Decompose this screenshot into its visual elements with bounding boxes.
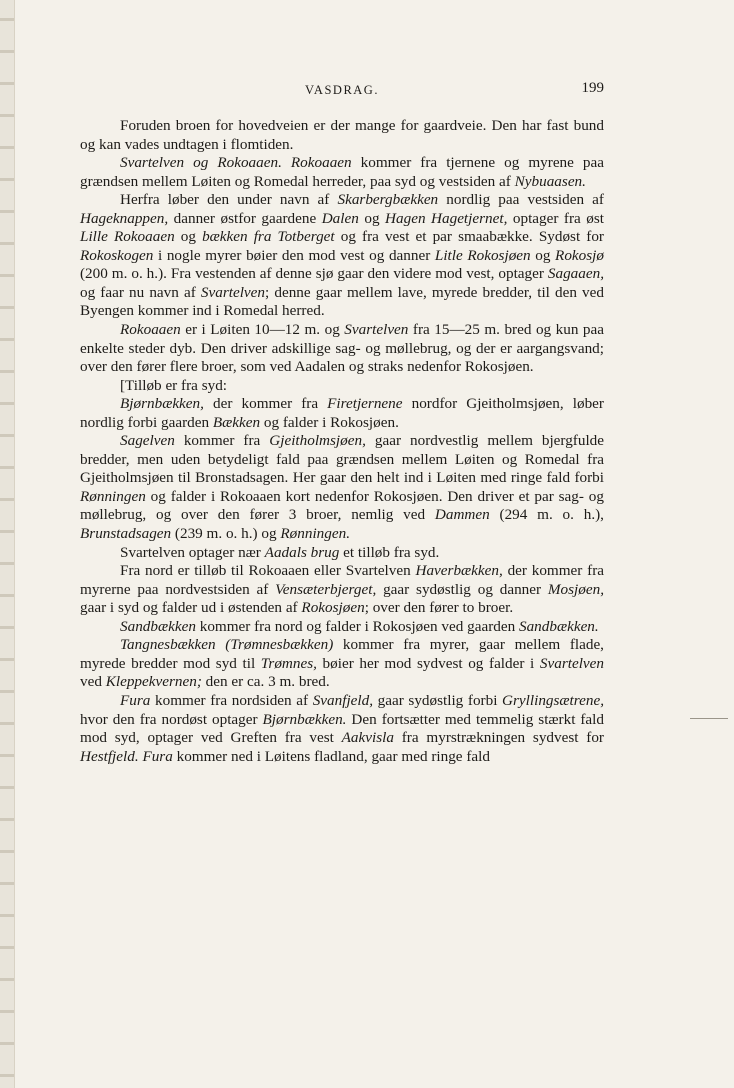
italic-name: Sagelven	[120, 432, 175, 450]
italic-name: bækken fra Totberget	[202, 228, 335, 246]
italic-name: Gjeitholmsjøen,	[269, 432, 366, 450]
italic-name: Hagen Hagetjernet,	[385, 209, 508, 227]
text-run: ; over den fører to broer.	[364, 599, 514, 617]
italic-name: Tangnesbækken (Trømnesbækken)	[120, 636, 334, 654]
paragraph	[80, 544, 604, 563]
text-run: hvor den fra nordøst optager	[80, 710, 263, 728]
italic-name: Fura	[120, 691, 151, 709]
paragraph	[80, 618, 604, 637]
italic-name: Rønningen.	[280, 525, 350, 543]
text-run: og falder i Rokoaaen kort nedenfor Rokosjøen. Den driver et par sag- og møllebrug, og over den fører 3 broer, nemlig ved	[80, 487, 604, 524]
text-run: og fra vest et par smaabække. Sydøst for	[334, 228, 604, 246]
paragraph	[80, 377, 604, 396]
italic-name: Hestfjeld.	[80, 747, 139, 765]
text-run: Foruden broen for hovedveien er der mange for gaardveie. Den har fast bund og kan vades undtagen i flomtiden.	[80, 117, 604, 153]
text-run: fra myrstrækningen sydvest for	[393, 729, 604, 747]
text-run: fra 15—25 m. bred og kun paa enkelte steder dyb. Den driver adskillige sag- og møllebrug, og der er aargangsvand; over den fører flere broer, som ved Aadalen og straks nedenfor Rokosjøen.	[80, 321, 604, 376]
text-run: kommer fra	[174, 432, 270, 450]
text-run: gaar sydøstlig forbi	[373, 691, 503, 709]
scan-binding-edge	[0, 0, 15, 1088]
text-run: et tilløb fra syd.	[339, 543, 440, 561]
italic-name: Svartelven og Rokoaaen.	[120, 154, 282, 172]
text-run: kommer fra nordsiden af	[150, 691, 313, 709]
italic-name: Sandbækken	[120, 617, 196, 635]
paragraph	[80, 321, 604, 377]
text-run: gaar nordvestlig mellem bjergfulde bredder, men uden betydeligt fald paa grændsen mellem Løiten og Romedal fra Gjeitholmsjøen til Bronstadsagen. Her gaar den helt ind i Løiten med ringe fald forbi	[80, 432, 605, 487]
italic-name: Rønningen	[80, 487, 146, 505]
italic-name: Firetjernene	[327, 395, 403, 413]
text-run: ved	[80, 673, 106, 691]
text-run: og	[530, 246, 556, 264]
text-run: optager fra øst	[507, 209, 605, 227]
paragraph	[80, 692, 604, 766]
italic-name: Rokosjøen	[301, 599, 365, 617]
paragraph	[80, 395, 604, 432]
italic-name: Aakvisla	[341, 729, 394, 747]
italic-name: Sagaaen,	[547, 265, 604, 283]
text-run: [Tilløb er fra syd:	[120, 376, 228, 394]
italic-name: Svartelven	[539, 654, 604, 672]
italic-name: Sandbækken.	[518, 617, 599, 635]
italic-name: Svartelven	[200, 283, 266, 301]
paragraph	[80, 432, 604, 543]
italic-name: Dalen	[321, 209, 359, 227]
running-title: VASDRAG.	[305, 83, 379, 97]
italic-name: Litle Rokosjøen	[434, 246, 531, 264]
text-run: gaar i syd og falder ud i østenden af	[80, 599, 302, 617]
text-run: danner østfor gaardene	[168, 209, 322, 227]
italic-name: Svanfjeld,	[312, 691, 374, 709]
italic-name: Svartelven	[344, 321, 409, 339]
italic-name: Hageknappen,	[80, 209, 169, 227]
paragraph	[80, 117, 604, 154]
paragraph	[80, 154, 604, 191]
text-run: (200 m. o. h.). Fra vestenden af denne sjø gaar den videre mod vest, optager	[80, 265, 548, 283]
text-run: nordfor Gjeitholmsjøen, løber nordlig forbi gaarden	[80, 395, 604, 431]
text-run: kommer ned i Løitens fladland, gaar med ringe fald	[172, 747, 490, 765]
italic-name: Rokoskogen	[80, 246, 154, 264]
text-run: og falder i Rokosjøen.	[260, 413, 399, 431]
paragraph	[80, 191, 604, 321]
italic-name: Bjørnbækken.	[262, 710, 347, 728]
text-run: bøier her mod sydvest og falder i	[316, 654, 540, 672]
text-run: Svartelven optager nær	[120, 543, 265, 561]
text-run: der kommer fra myrerne paa nordvestsiden af	[80, 562, 604, 598]
italic-name: Skarbergbækken	[337, 191, 439, 209]
page-body	[80, 117, 604, 766]
text-run: ; denne gaar mellem lave, myrede bredder, til den ved Byengen kommer ind i Romedal herred.	[80, 283, 604, 320]
text-run: den er ca. 3 m. bred.	[201, 673, 330, 691]
margin-pencil-mark	[690, 718, 728, 719]
text-run: (239 m. o. h.) og	[171, 525, 281, 543]
italic-name: Trømnes,	[260, 654, 317, 672]
text-run: i nogle myrer bøier den mod vest og danner	[153, 246, 435, 264]
text-run: kommer fra nord og falder i Rokosjøen ved gaarden	[195, 617, 519, 635]
text-run: og	[174, 228, 203, 246]
text-run: gaar sydøstlig og danner	[376, 580, 548, 598]
text-run: Fra nord er tilløb til Rokoaaen eller Svartelven	[120, 562, 416, 580]
text-run: kommer fra tjernene og myrene paa grændsen mellem Løiten og Romedal herreder, paa syd og vestsiden af	[80, 154, 604, 190]
text-run: er i Løiten 10—12 m. og	[180, 321, 345, 339]
paragraph	[80, 636, 604, 692]
italic-name: Rokoaaen	[120, 321, 181, 339]
text-run: nordlig paa vestsiden af	[438, 191, 604, 209]
text-run: (294 m. o. h.),	[489, 506, 604, 524]
text-run: Herfra løber den under navn af	[120, 191, 338, 209]
italic-name: Bækken	[212, 413, 261, 431]
italic-name: Kleppekvernen;	[105, 673, 202, 691]
italic-name: Fura	[142, 747, 173, 765]
paragraph	[80, 562, 604, 618]
text-run	[282, 154, 291, 171]
text-run: og faar nu navn af	[80, 283, 201, 301]
italic-name: Bjørnbækken,	[120, 395, 204, 413]
italic-name: Gryllingsætrene,	[502, 691, 604, 709]
italic-name: Haverbækken,	[415, 562, 503, 580]
italic-name: Brunstadsagen	[80, 525, 172, 543]
page-number: 199	[581, 80, 604, 96]
italic-name: Nybuaasen.	[514, 172, 586, 190]
italic-name: Aadals brug	[264, 543, 340, 561]
text-run: kommer fra myrer, gaar mellem flade, myrede bredder mod syd til	[80, 636, 604, 672]
text-run: og	[358, 209, 386, 227]
italic-name: Mosjøen,	[547, 580, 604, 598]
italic-name: Rokosjø	[555, 246, 604, 264]
text-run: Den fortsætter med temmelig stærkt fald mod syd, optager ved Greften fra vest	[80, 710, 604, 747]
page-header	[80, 80, 604, 100]
italic-name: Vensæterbjerget,	[275, 580, 377, 598]
text-run: der kommer fra	[203, 395, 328, 413]
italic-name: Lille Rokoaaen	[80, 228, 175, 246]
italic-name: Rokoaaen	[290, 154, 352, 172]
italic-name: Dammen	[434, 506, 490, 524]
